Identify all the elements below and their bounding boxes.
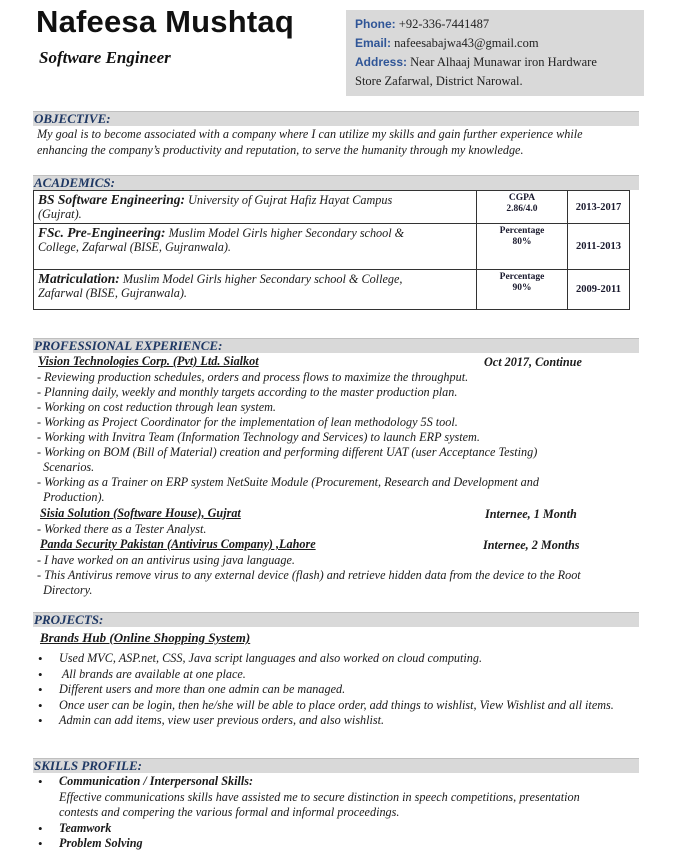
job-line: - Planning daily, weekly and monthly targets according to the master production plan.: [37, 385, 458, 399]
skill-title: Teamwork: [59, 820, 112, 835]
academic-row: [34, 191, 630, 224]
grade-cell: [477, 270, 568, 310]
degree-cell: [34, 270, 477, 310]
section-skills: [33, 758, 639, 773]
institution: Muslim Model Girls higher Secondary school & College,: [119, 272, 403, 286]
grade-cell: [477, 224, 568, 270]
degree-name: Matriculation:: [38, 271, 120, 286]
skill-title: Problem Solving: [59, 836, 143, 850]
grade-label: Percentage: [499, 226, 545, 236]
address-line1: Near Alhaaj Munawar iron Hardware: [410, 55, 597, 69]
job-line: Directory.: [37, 583, 93, 597]
job-period: Oct 2017, Continue: [484, 355, 582, 369]
job-line: Production).: [37, 490, 105, 504]
address-line2: Store Zafarwal, District Narowal.: [355, 74, 523, 88]
list-item: • Different users and more than one admin can be managed.: [36, 682, 636, 698]
phone-value: +92-336-7441487: [398, 17, 490, 31]
job-line: - This Antivirus remove virus to any external device (flash) and retrieve hidden data from the device to the Root: [37, 568, 581, 582]
grade-cell: [477, 191, 568, 224]
list-item: • All brands are available at one place.: [36, 667, 636, 683]
job-line: - Worked there as a Tester Analyst.: [37, 522, 207, 536]
job-line: - Working on cost reduction through lean system.: [37, 400, 276, 414]
email-label: Email:: [355, 36, 392, 50]
email-row: [355, 34, 539, 52]
section-academics: [33, 175, 639, 190]
job-line: Scenarios.: [37, 460, 95, 474]
degree-name: FSc. Pre-Engineering:: [38, 225, 166, 240]
skill-description: Effective communications skills have assisted me to secure distinction in speech competitions, presentation: [59, 789, 580, 804]
years-cell: 2009-2011: [568, 270, 630, 310]
candidate-title: Software Engineer: [39, 48, 171, 67]
institution: Muslim Model Girls higher Secondary school &: [165, 226, 405, 240]
section-heading: PROFESSIONAL EXPERIENCE:: [34, 338, 223, 353]
grade-value: 2.86/4.0: [506, 204, 538, 214]
objective-line1: My goal is to become associated with a company where I can utilize my skills and gain further experience while: [37, 127, 583, 141]
project-bullets: [36, 651, 636, 729]
grade-value: 80%: [512, 237, 532, 247]
list-item: • Admin can add items, view user previous orders, and also wishlist.: [36, 713, 636, 729]
job-line: - Working on BOM (Bill of Material) creation and performing different UAT (user Acceptance Testing): [37, 445, 538, 459]
address-row: [355, 53, 597, 71]
job-line: - Reviewing production schedules, orders and process flows to maximize the throughput.: [37, 370, 469, 384]
job-company: Panda Security Pakistan (Antivirus Company) ,Lahore: [40, 537, 316, 551]
list-item: • Used MVC, ASP.net, CSS, Java script languages and also worked on cloud computing.: [36, 651, 636, 667]
job-line: - Working as Project Coordinator for the implementation of lean methodology 5S tool.: [37, 415, 458, 429]
academic-row: [34, 224, 630, 270]
institution-line2: (Gujrat).: [38, 207, 82, 221]
academics-table: [33, 190, 630, 310]
job-period: Internee, 1 Month: [485, 507, 577, 521]
years-cell: 2011-2013: [568, 224, 630, 270]
objective-line2: enhancing the company’s productivity and reputation, to serve the humanity through my knowledge.: [37, 143, 524, 157]
grade-label: CGPA: [508, 193, 536, 203]
job-line: - Working as a Trainer on ERP system NetSuite Module (Procurement, Research and Development and: [37, 475, 539, 489]
grade-value: 90%: [512, 283, 532, 293]
skill-item: [36, 836, 646, 852]
section-projects: [33, 612, 639, 627]
skill-description: contests and compering the various formal and informal proceedings.: [59, 805, 400, 819]
job-company: Sisia Solution (Software House), Gujrat: [40, 506, 241, 520]
candidate-name: Nafeesa Mushtaq: [36, 4, 294, 39]
section-experience: [33, 338, 639, 353]
address-label: Address:: [355, 55, 408, 69]
contact-box: [346, 10, 644, 96]
email-value[interactable]: nafeesabajwa43@gmail.com: [394, 36, 539, 50]
skill-item: [36, 774, 646, 821]
phone-row: [355, 15, 489, 33]
skill-title: Communication / Interpersonal Skills:: [59, 774, 254, 788]
section-heading: OBJECTIVE:: [34, 111, 111, 126]
grade-label: Percentage: [499, 272, 545, 282]
skill-item: [36, 821, 646, 837]
section-objective: [33, 111, 639, 126]
section-heading: ACADEMICS:: [34, 175, 115, 190]
job-line: - Working with Invitra Team (Information Technology and Services) to launch ERP system.: [37, 430, 480, 444]
institution-line2: College, Zafarwal (BISE, Gujranwala).: [38, 240, 231, 254]
section-heading: SKILLS PROFILE:: [34, 758, 142, 773]
job-company: Vision Technologies Corp. (Pvt) Ltd. Sialkot: [38, 354, 259, 368]
list-item: • Once user can be login, then he/she will be able to place order, add things to wishlist, View Wishlist and all items.: [36, 698, 636, 714]
degree-cell: [34, 224, 477, 270]
institution: University of Gujrat Hafiz Hayat Campus: [185, 193, 393, 207]
job-line: - I have worked on an antivirus using java language.: [37, 553, 295, 567]
degree-name: BS Software Engineering:: [38, 192, 186, 207]
section-heading: PROJECTS:: [34, 612, 104, 627]
academic-row: [34, 270, 630, 310]
skills-list: [36, 774, 646, 852]
institution-line2: Zafarwal (BISE, Gujranwala).: [38, 286, 187, 300]
years-cell: 2013-2017: [568, 191, 630, 224]
job-period: Internee, 2 Months: [483, 538, 580, 552]
phone-label: Phone:: [355, 17, 396, 31]
degree-cell: [34, 191, 477, 224]
project-title: Brands Hub (Online Shopping System): [40, 630, 251, 645]
